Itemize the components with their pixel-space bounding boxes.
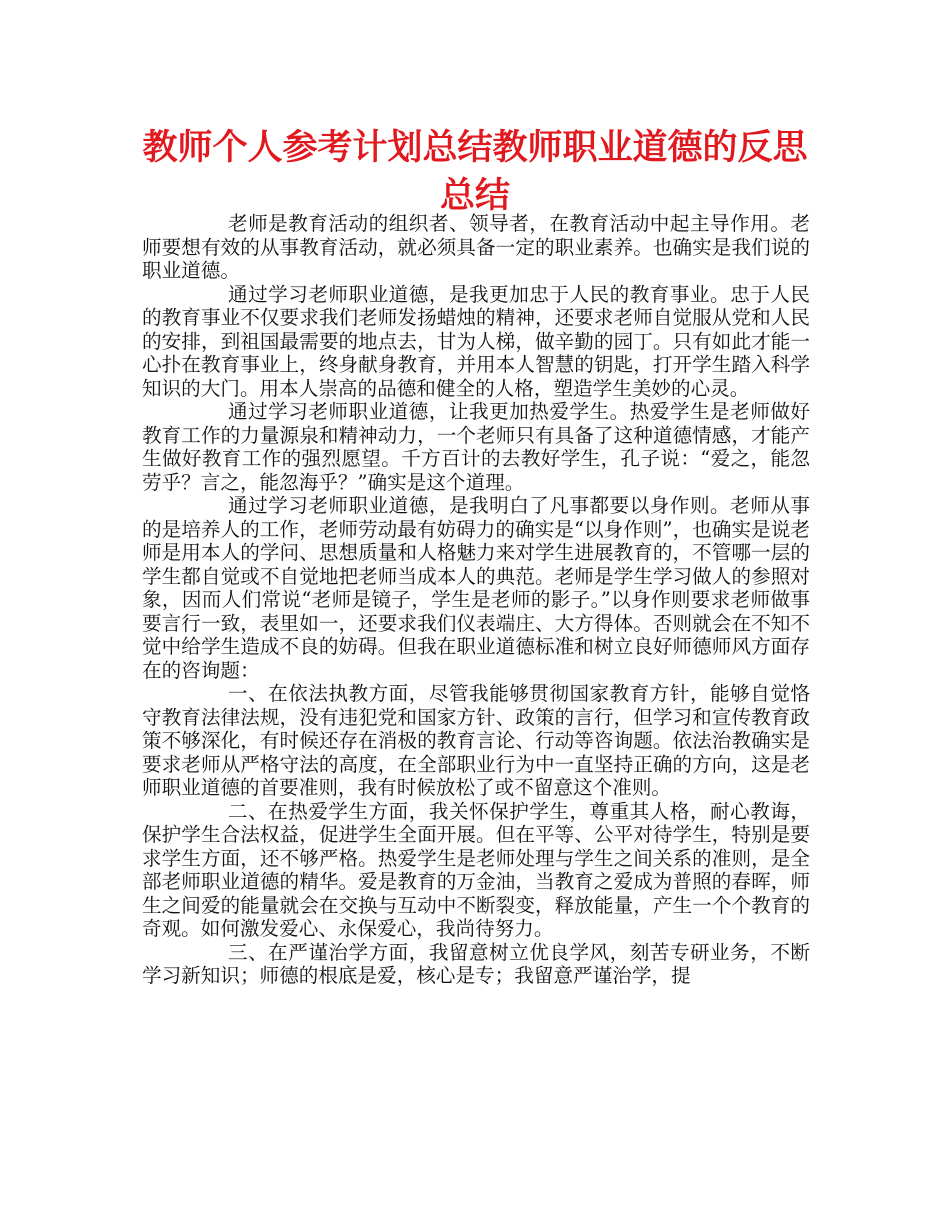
- document-body: [142, 212, 810, 988]
- paragraph: 老师是教育活动的组织者、领导者，在教育活动中起主导作用。老师要想有效的从事教育活动，就必须具备一定的职业素养。也确实是我们说的职业道德。: [142, 212, 810, 282]
- paragraph: 二、在热爱学生方面，我关怀保护学生，尊重其人格，耐心教诲，保护学生合法权益，促进学生全面开展。但在平等、公平对待学生，特别是要求学生方面，还不够严格。热爱学生是老师处理与学生之间关系的准则，是全部老师职业道德的精华。爱是教育的万金油，当教育之爱成为普照的春晖，师生之间爱的能量就会在交换与互动中不断裂变，释放能量，产生一个个教育的奇观。如何激发爱心、永保爱心，我尚待努力。: [142, 799, 810, 940]
- paragraph: 通过学习老师职业道德，是我明白了凡事都要以身作则。老师从事的是培养人的工作，老师劳动最有妨碍力的确实是“以身作则”，也确实是说老师是用本人的学问、思想质量和人格魅力来对学生进展教育的，不管哪一层的学生都自觉或不自觉地把老师当成本人的典范。老师是学生学习做人的参照对象，因而人们常说“老师是镜子，学生是老师的影子。”以身作则要求老师做事要言行一致，表里如一，还要求我们仪表端庄、大方得体。否则就会在不知不觉中给学生造成不良的妨碍。但我在职业道德标准和树立良好师德师风方面存在的咨询题：: [142, 494, 810, 682]
- paragraph: 一、在依法执教方面，尽管我能够贯彻国家教育方针，能够自觉恪守教育法律法规，没有违犯党和国家方针、政策的言行，但学习和宣传教育政策不够深化，有时候还存在消极的教育言论、行动等咨询题。依法治教确实是要求老师从严格守法的高度，在全部职业行为中一直坚持正确的方向，这是老师职业道德的首要准则，我有时候放松了或不留意这个准则。: [142, 682, 810, 799]
- paragraph: 通过学习老师职业道德，是我更加忠于人民的教育事业。忠于人民的教育事业不仅要求我们老师发扬蜡烛的精神，还要求老师自觉服从党和人民的安排，到祖国最需要的地点去，甘为人梯，做辛勤的园丁。只有如此才能一心扑在教育事业上，终身献身教育，并用本人智慧的钥匙，打开学生踏入科学知识的大门。用本人崇高的品德和健全的人格，塑造学生美妙的心灵。: [142, 282, 810, 400]
- paragraph: 通过学习老师职业道德，让我更加热爱学生。热爱学生是老师做好教育工作的力量源泉和精神动力，一个老师只有具备了这种道德情感，才能产生做好教育工作的强烈愿望。千方百计的去教好学生，孔子说：“爱之，能忽劳乎？言之，能忽海乎？”确实是这个道理。: [142, 400, 810, 494]
- paragraph: 三、在严谨治学方面，我留意树立优良学风，刻苦专研业务，不断学习新知识；师德的根底是爱，核心是专；我留意严谨治学，提: [142, 940, 810, 987]
- document-title: 教师个人参考计划总结教师职业道德的反思总结: [142, 128, 808, 216]
